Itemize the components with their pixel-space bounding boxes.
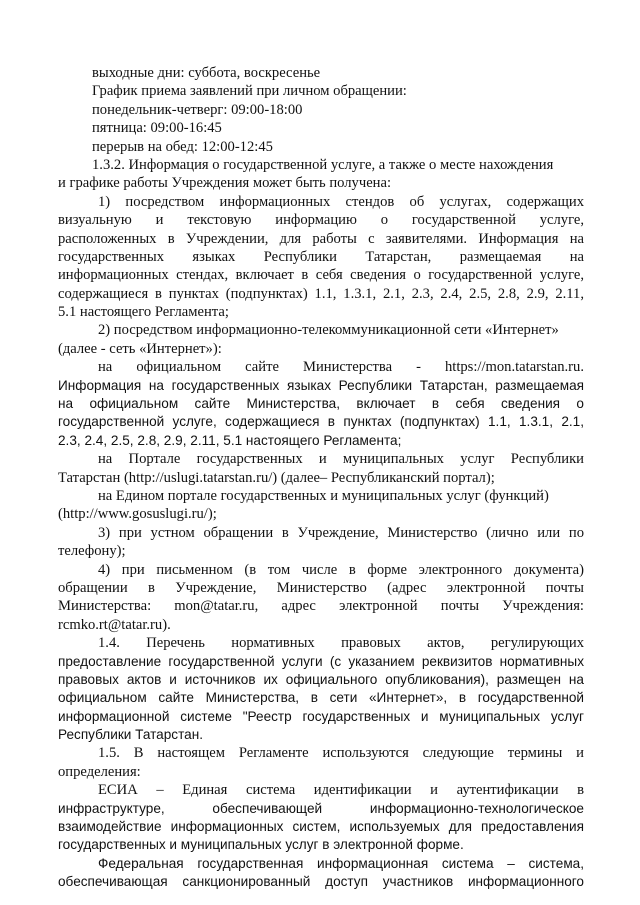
text-line: Федеральная государственная информационная система – система, xyxy=(98,855,584,871)
text-line: Информация на государственных языках Республики Татарстан, размещаемая xyxy=(58,377,584,393)
text-line: перерыв на обед: 12:00-12:45 xyxy=(92,138,273,155)
text-line: на Портале государственных и муниципальных услуг Республики xyxy=(98,451,584,468)
text-line: (http://www.gosuslugi.ru/); xyxy=(58,506,217,523)
text-line: Республики Татарстан. xyxy=(58,727,204,743)
text-line: 4) при письменном (в том числе в форме электронного документа) xyxy=(98,561,584,578)
text-line: информационных стендах, включает в себя сведения о государственной услуге, xyxy=(58,267,584,284)
text-line: обращении в Учреждение, Министерство (адрес электронной почты xyxy=(58,579,584,596)
text-line: правовых актов и источников их официального опубликования), размещен на xyxy=(58,671,584,687)
document-body xyxy=(58,64,584,892)
text-line: 2) посредством информационно-телекоммуникационной сети «Интернет» xyxy=(98,322,559,339)
text-line: График приема заявлений при личном обращении: xyxy=(92,83,407,100)
text-line: выходные дни: суббота, воскресенье xyxy=(92,65,321,81)
text-line: инфраструктуре, обеспечивающей информационно-технологическое xyxy=(58,800,584,816)
text-line: 1.3.2. Информация о государственной услуге, а также о месте нахождения xyxy=(92,156,554,173)
text-line: 2.3, 2.4, 2.5, 2.8, 2.9, 2.11, 5.1 настоящего Регламента; xyxy=(58,432,402,448)
text-line: государственной услуге, содержащиеся в пунктах (подпунктах) 1.1, 1.3.1, 2.1, xyxy=(58,414,584,430)
text-line: и графике работы Учреждения может быть получена: xyxy=(58,175,392,192)
text-line: Министерства: mon@tatar.ru, адрес электронной почты Учреждения: xyxy=(58,598,584,615)
text-line: пятница: 09:00-16:45 xyxy=(92,120,222,137)
text-line: 1) посредством информационных стендов об услугах, содержащих xyxy=(98,193,584,210)
text-line: определения: xyxy=(58,763,141,780)
text-line: предоставление государственной услуги (с указанием реквизитов нормативных xyxy=(58,653,584,669)
text-line: взаимодействие информационных систем, используемых для предоставления xyxy=(58,819,584,835)
text-line: понедельник-четверг: 09:00-18:00 xyxy=(92,101,303,118)
text-line: Татарстан (http://uslugi.tatarstan.ru/) (далее– Республиканский портал); xyxy=(58,469,495,486)
text-line: на официальном сайте Министерства, включает в себя сведения о xyxy=(58,396,584,412)
text-line: на официальном сайте Министерства - https://mon.tatarstan.ru. xyxy=(98,359,584,376)
text-line: (далее - сеть «Интернет»): xyxy=(58,340,222,357)
text-line: телефону); xyxy=(58,543,126,560)
text-line: расположенных в Учреждении, для работы с заявителями. Информация на xyxy=(58,230,584,247)
text-line: информационной системе "Реестр государственных и муниципальных услуг xyxy=(58,708,584,724)
text-line: содержащиеся в пунктах (подпунктах) 1.1, 1.3.1, 2.1, 2.3, 2.4, 2.5, 2.8, 2.9, 2.11, xyxy=(58,285,584,302)
text-line: визуальную и текстовую информацию о государственной услуге, xyxy=(58,212,584,229)
text-line: официальном сайте Министерства, в сети «Интернет», в государственной xyxy=(58,690,584,706)
text-line: 5.1 настоящего Регламента; xyxy=(58,304,229,321)
text-line: государственных языках Республики Татарстан, размещаемая на xyxy=(58,248,584,265)
text-line: 3) при устном обращении в Учреждение, Министерство (лично или по xyxy=(98,524,584,541)
text-line: на Едином портале государственных и муниципальных услуг (функций) xyxy=(98,487,549,504)
text-line: 1.5. В настоящем Регламенте используются следующие термины и xyxy=(98,745,584,762)
text-line: rcmko.rt@tatar.ru). xyxy=(58,616,171,633)
text-line: 1.4. Перечень нормативных правовых актов, регулирующих xyxy=(98,635,584,652)
text-line: обеспечивающая санкционированный доступ участников информационного xyxy=(58,874,584,890)
text-line: ЕСИА – Единая система идентификации и аутентификации в xyxy=(98,782,584,799)
text-line: государственных и муниципальных услуг в электронной форме. xyxy=(58,837,464,853)
